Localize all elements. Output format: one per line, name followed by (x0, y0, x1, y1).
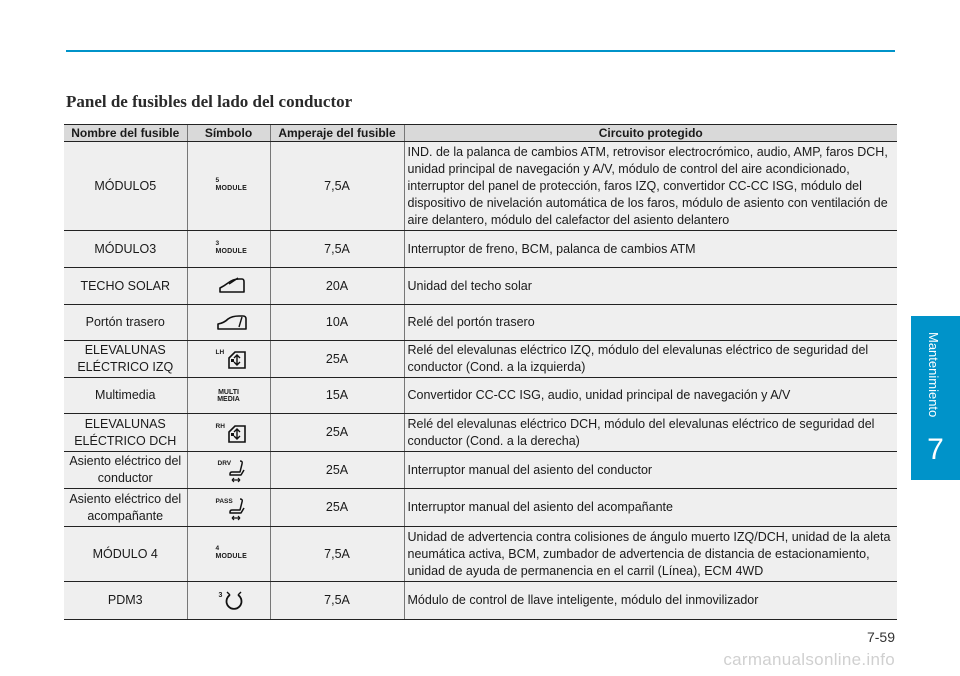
fuse-amperage: 7,5A (270, 231, 404, 268)
seat-label: PASS (215, 497, 233, 505)
fuse-name: MÓDULO 4 (64, 527, 187, 582)
fuse-amperage: 20A (270, 268, 404, 305)
module-icon (191, 539, 267, 569)
power-window-icon (191, 344, 267, 374)
tailgate-icon (191, 308, 267, 338)
fuse-circuit: Unidad de advertencia contra colisiones de ángulo muerto IZQ/DCH, unidad de la aleta neumática activa, BCM, zumbador de advertencia de distancia de estacionamiento, unidad de ayuda de permanencia en el carril (Línea), ECM 4WD (404, 527, 897, 582)
module-label: MODULE (215, 185, 248, 193)
fuse-circuit: Unidad del techo solar (404, 268, 897, 305)
module-icon (191, 234, 267, 264)
fuse-amperage: 25A (270, 414, 404, 452)
fuse-name: ELEVALUNAS ELÉCTRICO IZQ (64, 341, 187, 378)
pdm-icon (191, 586, 267, 616)
side-label: LH (215, 349, 225, 357)
table-header-row (64, 125, 897, 142)
fuse-amperage: 7,5A (270, 142, 404, 231)
fuse-name: Asiento eléctrico del acompañante (64, 489, 187, 527)
table-row (64, 378, 897, 414)
fuse-symbol (187, 452, 270, 489)
fuse-circuit: Interruptor de freno, BCM, palanca de cambios ATM (404, 231, 897, 268)
module-number: 4 (215, 545, 220, 553)
fuse-symbol (187, 527, 270, 582)
fuse-circuit: Interruptor manual del asiento del acompañante (404, 489, 897, 527)
power-window-icon (191, 418, 267, 448)
fuse-symbol (187, 305, 270, 341)
fuse-name: Multimedia (64, 378, 187, 414)
multimedia-icon (191, 381, 267, 411)
chapter-number: 7 (927, 433, 944, 466)
fuse-name: TECHO SOLAR (64, 268, 187, 305)
fuse-symbol (187, 341, 270, 378)
module-label: MODULE (215, 553, 248, 561)
module-number: 5 (215, 177, 220, 185)
fuse-symbol (187, 414, 270, 452)
fuse-amperage: 15A (270, 378, 404, 414)
header-amperage: Amperaje del fusible (270, 125, 404, 142)
fuse-symbol (187, 268, 270, 305)
pdm-number: 3 (218, 591, 223, 599)
fuse-circuit: Interruptor manual del asiento del conductor (404, 452, 897, 489)
top-rule (66, 50, 895, 52)
fuse-amperage: 25A (270, 341, 404, 378)
fuse-amperage: 10A (270, 305, 404, 341)
fuse-name: MÓDULO3 (64, 231, 187, 268)
fuse-symbol (187, 142, 270, 231)
table-row (64, 142, 897, 231)
fuse-name: PDM3 (64, 582, 187, 620)
table-row (64, 489, 897, 527)
sunroof-icon (191, 271, 267, 301)
fuse-symbol (187, 489, 270, 527)
table-row (64, 341, 897, 378)
fuse-circuit: IND. de la palanca de cambios ATM, retrovisor electrocrómico, audio, AMP, faros DCH, unidad principal de navegación y A/V, módulo de control del aire acondicionado, interruptor del panel de protección, faros IZQ, convertidor CC-CC ISG, módulo del dispositivo de nivelación automática de los faros, módulo de asiento con ventilación de aire delantero, módulo del calefactor del asiento delantero (404, 142, 897, 231)
module-icon (191, 171, 267, 201)
fuse-amperage: 25A (270, 452, 404, 489)
table-row (64, 414, 897, 452)
fuse-amperage: 7,5A (270, 527, 404, 582)
multimedia-label-line1: MULTI (218, 388, 239, 396)
fuse-circuit: Relé del portón trasero (404, 305, 897, 341)
watermark: carmanualsonline.info (723, 650, 895, 669)
power-seat-icon (191, 493, 267, 523)
table-row (64, 527, 897, 582)
fuse-name: Asiento eléctrico del conductor (64, 452, 187, 489)
table-row (64, 231, 897, 268)
table-row (64, 268, 897, 305)
fuse-symbol (187, 582, 270, 620)
seat-label: DRV (217, 460, 232, 468)
module-number: 3 (215, 240, 220, 248)
fuse-circuit: Convertidor CC-CC ISG, audio, unidad principal de navegación y A/V (404, 378, 897, 414)
fuse-name: Portón trasero (64, 305, 187, 341)
fuse-name: MÓDULO5 (64, 142, 187, 231)
fuse-symbol (187, 231, 270, 268)
table-row (64, 582, 897, 620)
fuse-amperage: 7,5A (270, 582, 404, 620)
fuse-symbol (187, 378, 270, 414)
fuse-circuit: Módulo de control de llave inteligente, módulo del inmovilizador (404, 582, 897, 620)
header-circuit: Circuito protegido (404, 125, 897, 142)
page-number: 7-59 (866, 629, 895, 645)
fuse-name: ELEVALUNAS ELÉCTRICO DCH (64, 414, 187, 452)
header-fuse-name: Nombre del fusible (64, 125, 187, 142)
fuse-amperage: 25A (270, 489, 404, 527)
fuse-table (64, 124, 897, 620)
fuse-circuit: Relé del elevalunas eléctrico DCH, módulo del elevalunas eléctrico de seguridad del conductor (Cond. a la derecha) (404, 414, 897, 452)
fuse-circuit: Relé del elevalunas eléctrico IZQ, módulo del elevalunas eléctrico de seguridad del conductor (Cond. a la izquierda) (404, 341, 897, 378)
table-row (64, 305, 897, 341)
side-label: RH (215, 422, 225, 430)
chapter-label: Mantenimiento (926, 332, 941, 418)
header-symbol: Símbolo (187, 125, 270, 142)
section-title: Panel de fusibles del lado del conductor (66, 92, 353, 111)
table-row (64, 452, 897, 489)
power-seat-icon (191, 455, 267, 485)
multimedia-label-line2: MEDIA (217, 396, 240, 404)
module-label: MODULE (215, 248, 248, 256)
